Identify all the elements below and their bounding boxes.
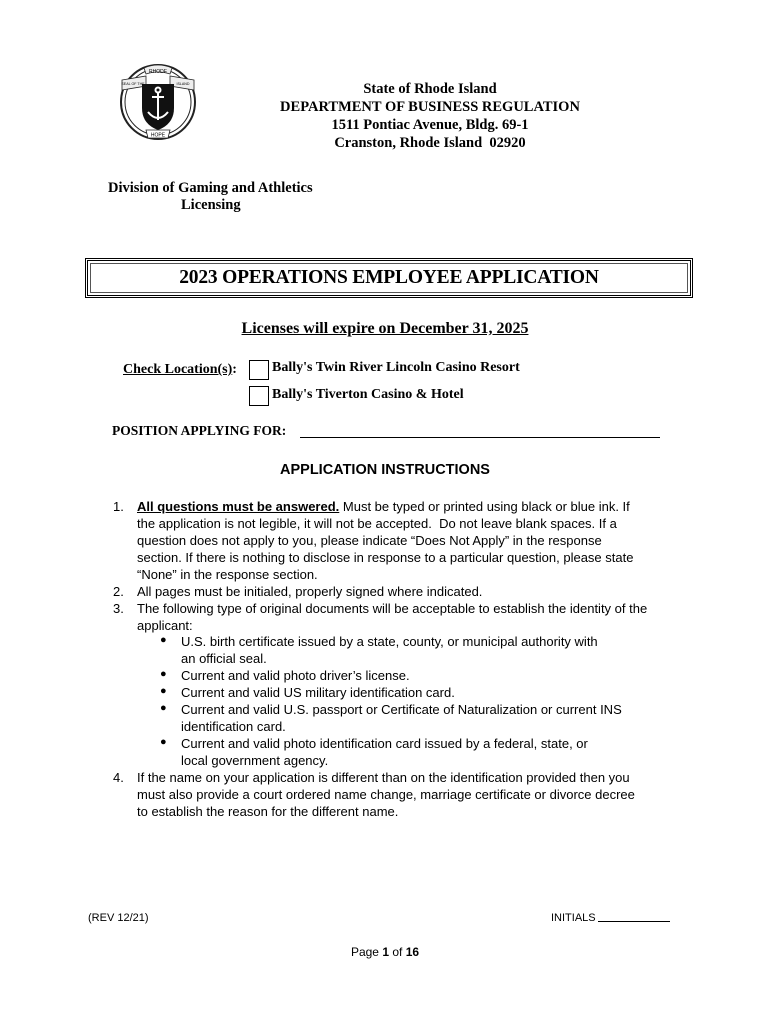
header-department: DEPARTMENT OF BUSINESS REGULATION (280, 99, 580, 115)
checkbox-tiverton-casino[interactable] (249, 386, 269, 406)
bullet-icon: ● (160, 634, 167, 646)
id-bullet-5-line-2: local government agency. (181, 753, 329, 768)
check-location-label: Check Location(s) (123, 362, 233, 377)
division-name: Division of Gaming and Athletics (108, 180, 313, 196)
instruction-1-line-2: the application is not legible, it will not be accepted. Do not leave blank spaces. If a (137, 516, 617, 531)
instruction-1-bold: All questions must be answered. (137, 499, 340, 514)
instruction-1-line-4: section. If there is nothing to disclose in response to a particular question, please state (137, 550, 634, 565)
instruction-1-rest: Must be typed or printed using black or blue ink. If (339, 499, 630, 514)
instruction-1-line-5: “None” in the response section. (137, 567, 318, 582)
id-bullet-3: Current and valid US military identification card. (181, 685, 455, 700)
seal-text-right: ISLAND (176, 82, 190, 86)
id-bullet-2: Current and valid photo driver’s license. (181, 668, 410, 683)
page-current: 1 (382, 945, 389, 959)
seal-text-bottom: HOPE (150, 132, 166, 139)
instruction-4-line-3: to establish the reason for the different name. (137, 804, 399, 819)
check-location-colon: : (232, 362, 237, 377)
initials-field[interactable] (598, 921, 670, 922)
page-of: of (389, 945, 406, 959)
bullet-icon: ● (160, 668, 167, 680)
license-expiry-note: Licenses will expire on December 31, 2025 (241, 320, 529, 337)
instruction-number-4: 4. (113, 770, 124, 785)
position-applying-field[interactable] (300, 437, 660, 438)
revision-label: (REV 12/21) (88, 912, 149, 924)
instruction-number-3: 3. (113, 601, 124, 616)
check-location-label-wrap (123, 360, 237, 378)
division-licensing: Licensing (181, 197, 241, 213)
page-total: 16 (405, 945, 420, 959)
instruction-3-line-1: The following type of original documents will be acceptable to establish the identity of the (137, 601, 648, 616)
seal-text-top: RHODE (148, 69, 168, 75)
header-address-line-2: Cranston, Rhode Island 02920 (334, 135, 526, 151)
position-applying-label: POSITION APPLYING FOR: (112, 423, 287, 438)
page-title: 2023 OPERATIONS EMPLOYEE APPLICATION (179, 267, 599, 288)
id-bullet-1-line-1: U.S. birth certificate issued by a state, county, or municipal authority with (181, 634, 598, 649)
bullet-icon: ● (160, 736, 167, 748)
id-bullet-4-line-2: identification card. (181, 719, 286, 734)
id-bullet-4-line-1: Current and valid U.S. passport or Certificate of Naturalization or current INS (181, 702, 622, 717)
rhode-island-seal-icon (118, 62, 198, 142)
instruction-1-first-line (137, 499, 630, 516)
id-bullet-1-line-2: an official seal. (181, 651, 267, 666)
instruction-2-text: All pages must be initialed, properly signed where indicated. (137, 584, 483, 599)
id-bullet-5-line-1: Current and valid photo identification card issued by a federal, state, or (181, 736, 588, 751)
instruction-1-line-3: question does not apply to you, please indicate “Does Not Apply” in the response (137, 533, 602, 548)
header-state: State of Rhode Island (363, 81, 497, 97)
instruction-4-line-2: must also provide a court ordered name change, marriage certificate or divorce decree (137, 787, 635, 802)
page-title-box (85, 258, 693, 298)
seal-text-left: SEAL OF THE (121, 82, 145, 86)
instruction-3-line-2: applicant: (137, 618, 193, 633)
instruction-number-1: 1. (113, 499, 124, 514)
initials-label: INITIALS (551, 912, 596, 924)
bullet-icon: ● (160, 702, 167, 714)
instruction-4-line-1: If the name on your application is different than on the identification provided then you (137, 770, 630, 785)
instruction-number-2: 2. (113, 584, 124, 599)
page-number (0, 945, 770, 959)
location-option-tiverton: Bally's Tiverton Casino & Hotel (272, 387, 464, 402)
bullet-icon: ● (160, 685, 167, 697)
header-address-line-1: 1511 Pontiac Avenue, Bldg. 69-1 (331, 117, 529, 133)
location-option-lincoln: Bally's Twin River Lincoln Casino Resort (272, 360, 520, 375)
page-prefix: Page (350, 945, 383, 959)
checkbox-lincoln-casino[interactable] (249, 360, 269, 380)
instructions-heading: APPLICATION INSTRUCTIONS (280, 462, 490, 478)
